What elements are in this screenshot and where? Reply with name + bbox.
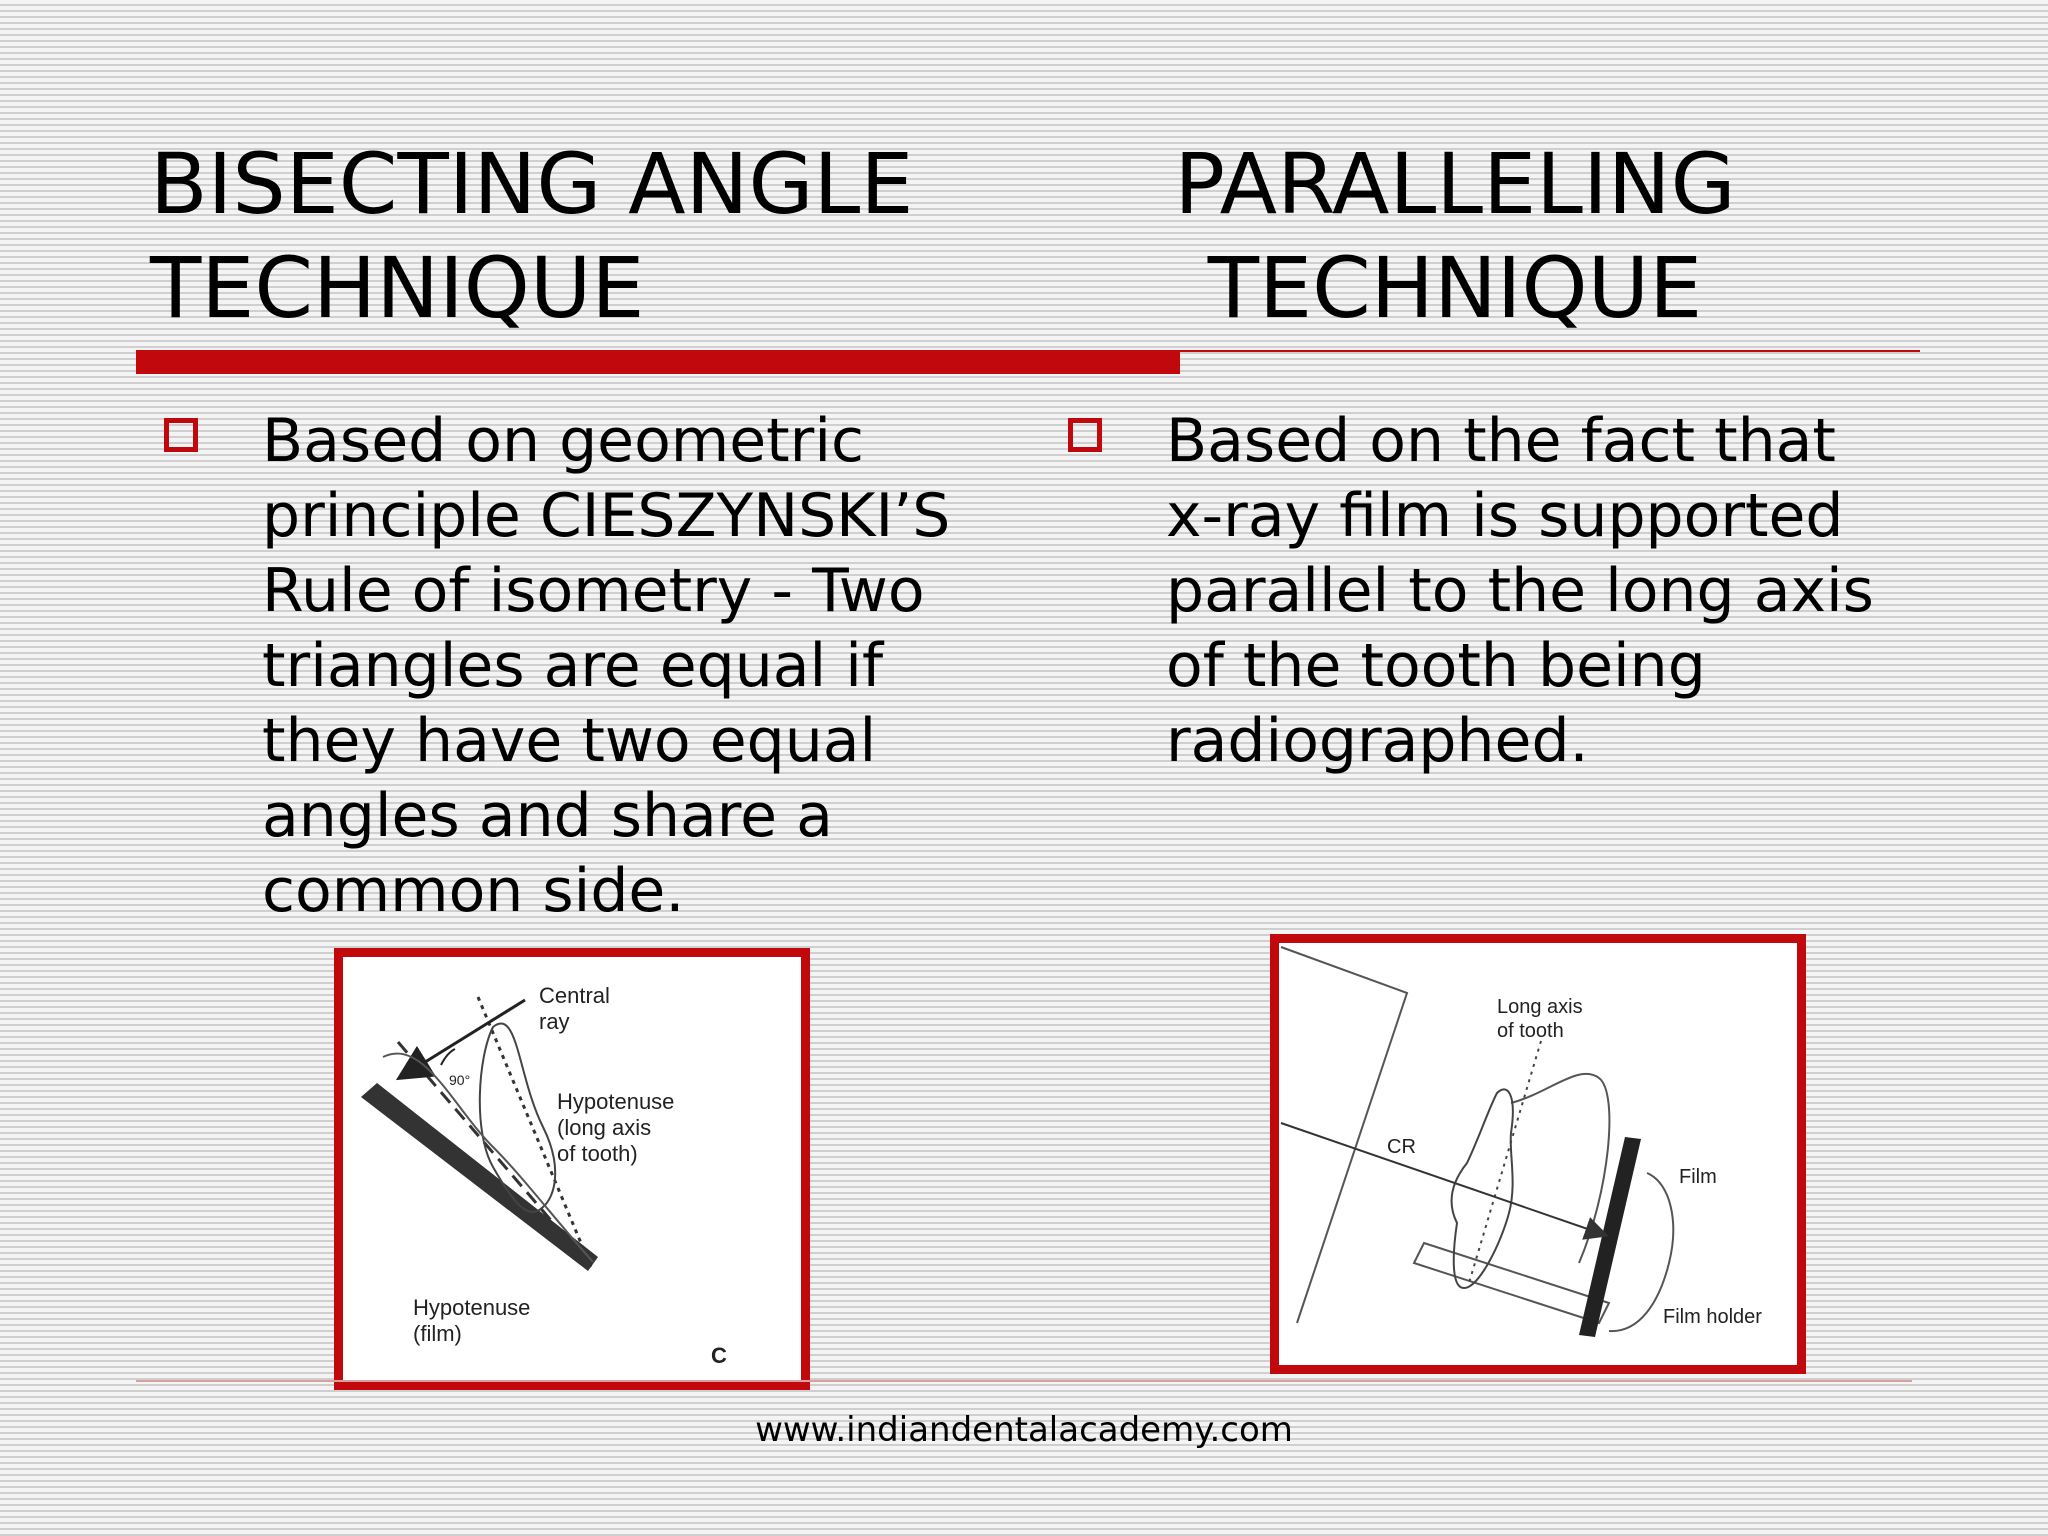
title-underline-thick: [136, 350, 1180, 374]
label-vertex-c: C: [711, 1343, 727, 1368]
label-film: Film: [1679, 1166, 1717, 1188]
label-central-ray: ray: [539, 1009, 570, 1034]
position-indicator-outline: [1281, 947, 1407, 1323]
paralleling-description: Based on the fact that x-ray film is supported parallel to the long axis of the tooth being radiographed.: [1166, 406, 1874, 776]
label-hypotenuse-tooth: (long axis: [557, 1115, 652, 1140]
bisecting-angle-diagram: [334, 948, 810, 1390]
bullet-square-icon: [1068, 418, 1102, 452]
label-film-holder: Film holder: [1663, 1306, 1762, 1328]
label-angle: 90°: [449, 1072, 471, 1088]
paralleling-diagram: [1270, 934, 1806, 1374]
label-hypotenuse-film: Hypotenuse: [413, 1295, 531, 1320]
central-ray-arrow: [1281, 1123, 1605, 1235]
footer-url: www.indiandentalacademy.com: [755, 1410, 1293, 1450]
title-bisecting-angle-technique: BISECTING ANGLE TECHNIQUE: [150, 135, 914, 337]
label-long-axis: Long axis: [1497, 996, 1583, 1018]
bullet-square-icon: [164, 418, 198, 452]
title-paralleling-technique: PARALLELING TECHNIQUE: [1174, 135, 1736, 337]
gum-outline: [1511, 1074, 1609, 1263]
label-hypotenuse-tooth: of tooth): [557, 1141, 638, 1166]
paralleling-drawing: [1279, 943, 1797, 1365]
label-cr: CR: [1387, 1136, 1416, 1158]
footer-divider: [136, 1380, 1912, 1382]
bisecting-angle-drawing: [343, 957, 801, 1381]
bisecting-angle-description: Based on geometric principle CIESZYNSKI’S Rule of isometry - Two triangles are equal if they have two equal angles and share a common side.: [262, 406, 951, 926]
bite-block: [1414, 1243, 1609, 1323]
tooth-outline: [1452, 1089, 1513, 1288]
label-hypotenuse-tooth: Hypotenuse: [557, 1089, 675, 1114]
title-underline-thin: [1180, 350, 1920, 352]
label-hypotenuse-film: (film): [413, 1321, 462, 1346]
label-central-ray: Central: [539, 983, 610, 1008]
long-axis-line: [1469, 1041, 1541, 1283]
label-long-axis: of tooth: [1497, 1020, 1564, 1042]
